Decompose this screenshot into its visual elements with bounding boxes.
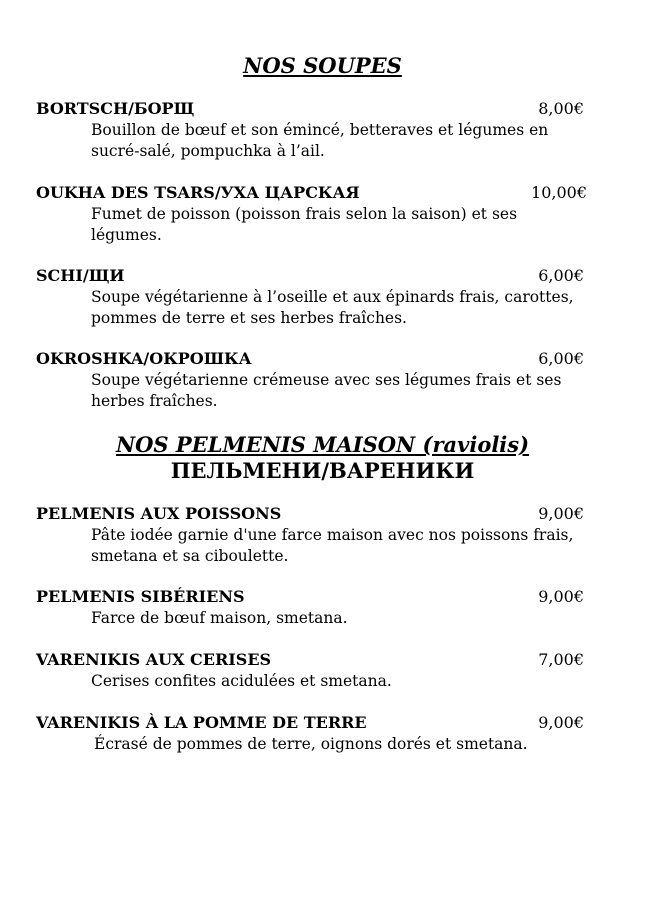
item-name: PELMENIS SIBÉRIENS (36, 587, 245, 606)
item-price: 6,00€ (538, 349, 584, 368)
item-name: VARENIKIS AUX CERISES (36, 650, 272, 669)
item-name: OKROSHKA/ОКРОШКА (36, 349, 252, 368)
pelmenis-title: NOS PELMENIS MAISON (raviolis) (115, 432, 530, 457)
item-name: OUKHA DES TSARS/УХА ЦАРСКАЯ (36, 183, 360, 202)
item-description: Pâte iodée garnie d'une farce maison avec nos poissons frais, smetana et sa ciboulette. (91, 526, 574, 565)
item-price: 7,00€ (538, 650, 584, 669)
item-name: PELMENIS AUX POISSONS (36, 504, 282, 523)
item-description: Écrasé de pommes de terre, oignons dorés et smetana. (94, 735, 528, 753)
item-price: 10,00€ (531, 183, 587, 202)
item-price: 9,00€ (538, 504, 584, 523)
item-description: Soupe végétarienne à l’oseille et aux épinards frais, carottes, pommes de terre et ses herbes fraîches. (91, 288, 574, 327)
item-name: VARENIKIS À LA POMME DE TERRE (36, 713, 367, 732)
item-description: Cerises confites acidulées et smetana. (91, 672, 392, 690)
pelmenis-subtitle: ПЕЛЬМЕНИ/ВАРЕНИКИ (170, 458, 475, 483)
item-description: Soupe végétarienne crémeuse avec ses légumes frais et ses herbes fraîches. (91, 371, 562, 410)
item-price: 9,00€ (538, 587, 584, 606)
item-name: BORTSCH/БОРЩ (36, 99, 195, 118)
item-description: Fumet de poisson (poisson frais selon la saison) et ses légumes. (91, 205, 518, 244)
item-price: 9,00€ (538, 713, 584, 732)
item-description: Bouillon de bœuf et son émincé, betteraves et légumes en sucré-salé, pompuchka à l’ail. (91, 121, 549, 160)
item-price: 6,00€ (538, 266, 584, 285)
item-price: 8,00€ (538, 99, 584, 118)
item-description: Farce de bœuf maison, smetana. (91, 609, 348, 627)
soupes-title: NOS SOUPES (243, 53, 402, 78)
item-name: SCHI/ЩИ (36, 266, 125, 285)
